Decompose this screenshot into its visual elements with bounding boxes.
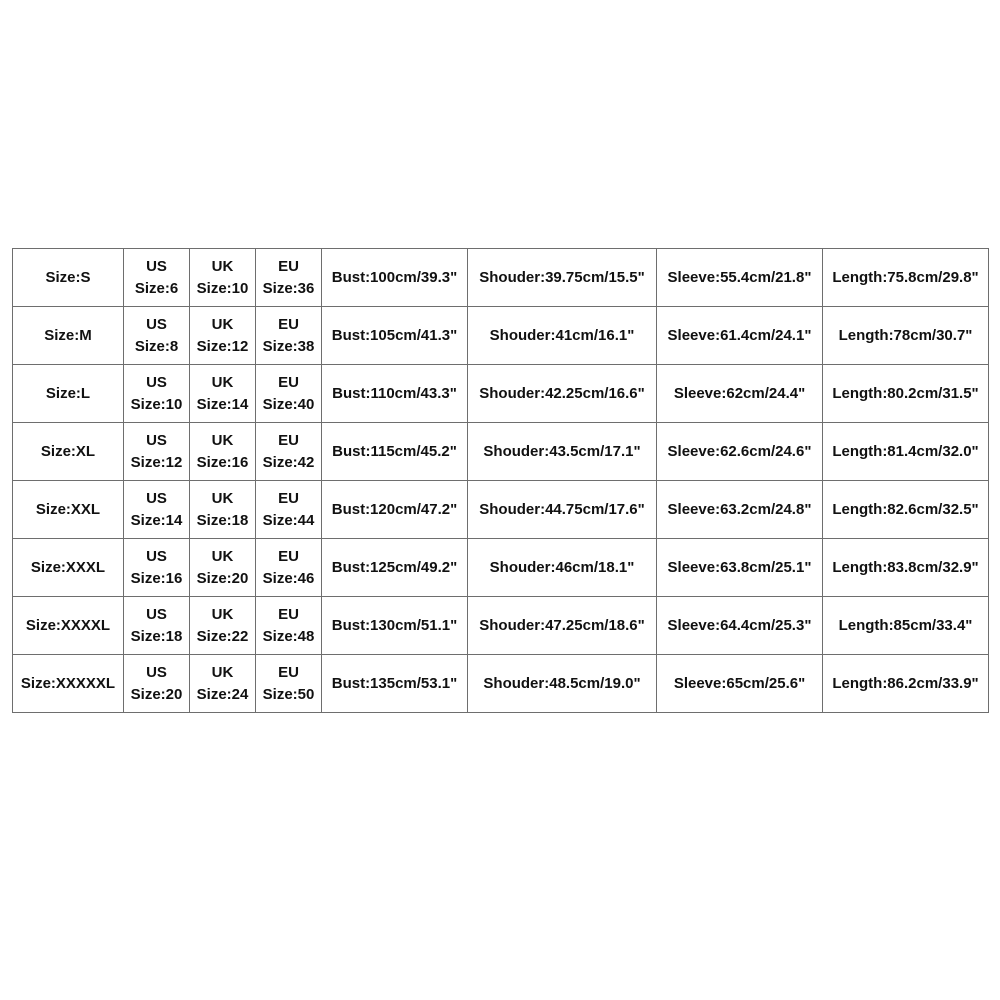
- bust-cell: Bust:105cm/41.3": [322, 307, 468, 365]
- shoulder-cell: Shouder:41cm/16.1": [468, 307, 657, 365]
- uk-size-value: Size:14: [196, 395, 249, 413]
- us-size-value: Size:8: [134, 337, 179, 355]
- shoulder-cell: Shouder:43.5cm/17.1": [468, 423, 657, 481]
- uk-label: UK: [211, 605, 234, 623]
- us-size-cell: [124, 539, 190, 597]
- table-row: [13, 481, 989, 539]
- eu-size-value: Size:46: [262, 569, 315, 587]
- us-size-value: Size:20: [130, 685, 183, 703]
- us-label: US: [146, 663, 167, 681]
- eu-label: EU: [278, 315, 299, 333]
- uk-size-value: Size:20: [196, 569, 249, 587]
- bust-cell: Bust:115cm/45.2": [322, 423, 468, 481]
- us-size-cell: [124, 423, 190, 481]
- uk-size-cell: [190, 365, 256, 423]
- bust-cell: Bust:110cm/43.3": [322, 365, 468, 423]
- length-cell: Length:85cm/33.4": [823, 597, 989, 655]
- shoulder-cell: Shouder:48.5cm/19.0": [468, 655, 657, 713]
- table-row: [13, 307, 989, 365]
- uk-label: UK: [211, 489, 234, 507]
- us-label: US: [146, 431, 167, 449]
- us-size-value: Size:18: [130, 627, 183, 645]
- size-chart-body: [13, 249, 989, 713]
- us-label: US: [146, 605, 167, 623]
- uk-label: UK: [211, 663, 234, 681]
- us-size-value: Size:10: [130, 395, 183, 413]
- size-cell: Size:S: [13, 249, 124, 307]
- shoulder-cell: Shouder:39.75cm/15.5": [468, 249, 657, 307]
- eu-label: EU: [278, 257, 299, 275]
- uk-size-cell: [190, 481, 256, 539]
- eu-size-cell: [256, 481, 322, 539]
- eu-size-cell: [256, 365, 322, 423]
- eu-label: EU: [278, 663, 299, 681]
- eu-label: EU: [278, 373, 299, 391]
- size-cell: Size:XXXL: [13, 539, 124, 597]
- uk-label: UK: [211, 257, 234, 275]
- uk-size-value: Size:12: [196, 337, 249, 355]
- bust-cell: Bust:120cm/47.2": [322, 481, 468, 539]
- table-row: [13, 249, 989, 307]
- size-cell: Size:XL: [13, 423, 124, 481]
- length-cell: Length:81.4cm/32.0": [823, 423, 989, 481]
- uk-size-value: Size:18: [196, 511, 249, 529]
- sleeve-cell: Sleeve:55.4cm/21.8": [657, 249, 823, 307]
- size-cell: Size:XXXXL: [13, 597, 124, 655]
- eu-size-cell: [256, 655, 322, 713]
- sleeve-cell: Sleeve:63.8cm/25.1": [657, 539, 823, 597]
- eu-size-value: Size:40: [262, 395, 315, 413]
- us-label: US: [146, 257, 167, 275]
- uk-label: UK: [211, 547, 234, 565]
- length-cell: Length:80.2cm/31.5": [823, 365, 989, 423]
- us-size-value: Size:12: [130, 453, 183, 471]
- eu-size-cell: [256, 539, 322, 597]
- us-label: US: [146, 547, 167, 565]
- size-cell: Size:M: [13, 307, 124, 365]
- eu-label: EU: [278, 489, 299, 507]
- length-cell: Length:75.8cm/29.8": [823, 249, 989, 307]
- eu-label: EU: [278, 605, 299, 623]
- table-row: [13, 655, 989, 713]
- uk-size-value: Size:24: [196, 685, 249, 703]
- us-size-cell: [124, 249, 190, 307]
- us-size-value: Size:16: [130, 569, 183, 587]
- length-cell: Length:83.8cm/32.9": [823, 539, 989, 597]
- eu-size-value: Size:50: [262, 685, 315, 703]
- eu-size-cell: [256, 307, 322, 365]
- us-size-value: Size:14: [130, 511, 183, 529]
- uk-size-cell: [190, 539, 256, 597]
- bust-cell: Bust:135cm/53.1": [322, 655, 468, 713]
- eu-size-cell: [256, 423, 322, 481]
- eu-size-value: Size:44: [262, 511, 315, 529]
- eu-size-cell: [256, 597, 322, 655]
- table-row: [13, 597, 989, 655]
- us-size-cell: [124, 307, 190, 365]
- sleeve-cell: Sleeve:62cm/24.4": [657, 365, 823, 423]
- sleeve-cell: Sleeve:63.2cm/24.8": [657, 481, 823, 539]
- eu-size-cell: [256, 249, 322, 307]
- shoulder-cell: Shouder:46cm/18.1": [468, 539, 657, 597]
- length-cell: Length:86.2cm/33.9": [823, 655, 989, 713]
- uk-size-cell: [190, 249, 256, 307]
- eu-label: EU: [278, 547, 299, 565]
- us-size-cell: [124, 597, 190, 655]
- bust-cell: Bust:100cm/39.3": [322, 249, 468, 307]
- us-label: US: [146, 315, 167, 333]
- uk-size-value: Size:10: [196, 279, 249, 297]
- us-size-cell: [124, 365, 190, 423]
- us-label: US: [146, 373, 167, 391]
- sleeve-cell: Sleeve:62.6cm/24.6": [657, 423, 823, 481]
- shoulder-cell: Shouder:44.75cm/17.6": [468, 481, 657, 539]
- uk-size-value: Size:16: [196, 453, 249, 471]
- sleeve-cell: Sleeve:61.4cm/24.1": [657, 307, 823, 365]
- shoulder-cell: Shouder:42.25cm/16.6": [468, 365, 657, 423]
- shoulder-cell: Shouder:47.25cm/18.6": [468, 597, 657, 655]
- eu-label: EU: [278, 431, 299, 449]
- us-size-value: Size:6: [134, 279, 179, 297]
- uk-size-cell: [190, 655, 256, 713]
- uk-size-cell: [190, 423, 256, 481]
- eu-size-value: Size:48: [262, 627, 315, 645]
- length-cell: Length:82.6cm/32.5": [823, 481, 989, 539]
- table-row: [13, 423, 989, 481]
- size-chart-table: [12, 248, 989, 713]
- eu-size-value: Size:38: [262, 337, 315, 355]
- uk-label: UK: [211, 373, 234, 391]
- us-size-cell: [124, 481, 190, 539]
- uk-size-value: Size:22: [196, 627, 249, 645]
- length-cell: Length:78cm/30.7": [823, 307, 989, 365]
- uk-size-cell: [190, 307, 256, 365]
- sleeve-cell: Sleeve:64.4cm/25.3": [657, 597, 823, 655]
- us-label: US: [146, 489, 167, 507]
- uk-label: UK: [211, 315, 234, 333]
- uk-size-cell: [190, 597, 256, 655]
- eu-size-value: Size:36: [262, 279, 315, 297]
- bust-cell: Bust:125cm/49.2": [322, 539, 468, 597]
- size-cell: Size:XXL: [13, 481, 124, 539]
- size-cell: Size:L: [13, 365, 124, 423]
- table-row: [13, 365, 989, 423]
- uk-label: UK: [211, 431, 234, 449]
- size-cell: Size:XXXXXL: [13, 655, 124, 713]
- eu-size-value: Size:42: [262, 453, 315, 471]
- table-row: [13, 539, 989, 597]
- sleeve-cell: Sleeve:65cm/25.6": [657, 655, 823, 713]
- bust-cell: Bust:130cm/51.1": [322, 597, 468, 655]
- us-size-cell: [124, 655, 190, 713]
